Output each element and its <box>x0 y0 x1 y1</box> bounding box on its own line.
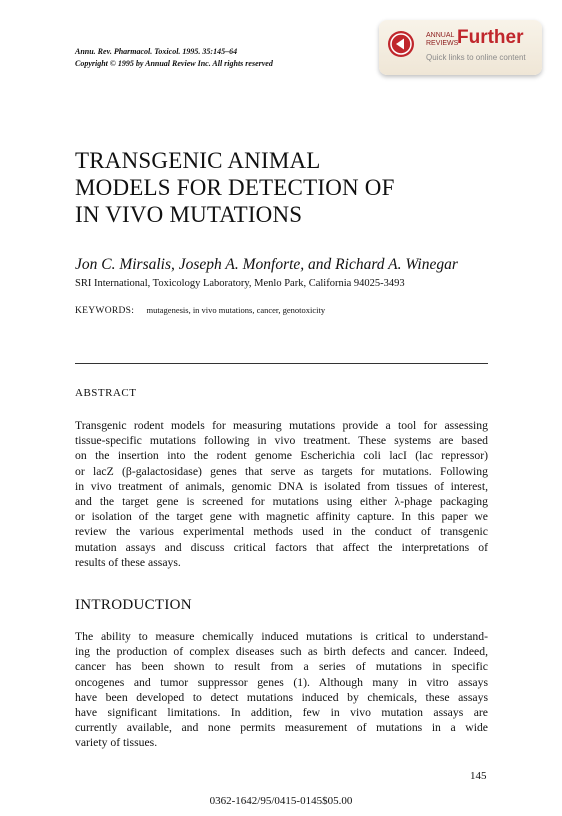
intro-line: variety of tissues. <box>75 736 158 750</box>
annual-reviews-label: ANNUAL REVIEWS <box>426 32 459 47</box>
intro-line: The ability to measure chemically induced mutations is critical to understand- <box>75 630 488 643</box>
intro-line: have been developed to detect mutations induced by chemicals, these assays <box>75 690 488 704</box>
banner-subtitle: Quick links to online content <box>426 53 526 62</box>
keywords-label: KEYWORDS: <box>75 306 135 316</box>
further-banner[interactable] <box>379 20 542 75</box>
further-label: Further <box>457 27 524 48</box>
affiliation: SRI International, Toxicology Laboratory, Menlo Park, California 94025-3493 <box>75 278 405 289</box>
abstract-heading: ABSTRACT <box>75 387 137 399</box>
abstract-body <box>75 418 488 570</box>
abstract-line: results of these assays. <box>75 555 181 569</box>
introduction-heading: INTRODUCTION <box>75 597 192 613</box>
abstract-line: or lacZ (β-galactosidase) genes that serve as targets for mutations. Following <box>75 464 488 478</box>
abstract-line: or isolation of the target gene with magnetic affinity capture. In this paper we <box>75 510 488 524</box>
introduction-body <box>75 629 488 751</box>
footer-code: 0362-1642/95/0415-0145$05.00 <box>209 795 353 807</box>
section-divider <box>75 363 488 364</box>
copyright-line: Copyright © 1995 by Annual Review Inc. All rights reserved <box>75 59 273 68</box>
title-line: IN VIVO MUTATIONS <box>75 202 303 227</box>
intro-line: oncogenes and tumor suppressor genes (1). Although many in vitro assays <box>75 675 488 689</box>
journal-citation-block <box>75 46 273 70</box>
abstract-line: Transgenic rodent models for measuring mutations provide a tool for assessing <box>75 419 488 432</box>
intro-line: cancer has been shown to result from a series of mutations in specific <box>75 660 488 674</box>
intro-line: have significant limitations. In addition, few in vivo mutation assays are <box>75 706 488 720</box>
abstract-line: and the target gene is screened for mutations using either λ-phage packaging <box>75 495 488 509</box>
arrow-left-icon <box>387 30 415 58</box>
article-title <box>75 147 395 228</box>
title-line: TRANSGENIC ANIMAL <box>75 148 321 173</box>
abstract-line: in vivo treatment of animals, genomic DNA is isolated from tissues of interest, <box>75 479 488 493</box>
page-number: 145 <box>470 770 487 782</box>
abstract-line: review the various experimental methods used in the conduct of transgenic <box>75 525 488 539</box>
journal-citation: Annu. Rev. Pharmacol. Toxicol. 1995. 35:145–64 <box>75 47 238 56</box>
intro-line: ing the production of complex diseases such as birth defects and cancer. Indeed, <box>75 645 488 659</box>
abstract-line: on the insertion into the rodent genome Escherichia coli lacI (lac repressor) <box>75 449 488 463</box>
authors: Jon C. Mirsalis, Joseph A. Monforte, and Richard A. Winegar <box>75 256 458 273</box>
keywords <box>75 305 325 316</box>
keywords-list: mutagenesis, in vivo mutations, cancer, genotoxicity <box>146 305 326 315</box>
title-line: MODELS FOR DETECTION OF <box>75 175 395 200</box>
abstract-line: mutation assays and discuss critical factors that affect the interpretations of <box>75 540 488 554</box>
intro-line: currently available, and none permits measurement of mutations in a wide <box>75 721 488 735</box>
abstract-line: tissue-specific mutations following in vivo treatment. These systems are based <box>75 434 488 448</box>
